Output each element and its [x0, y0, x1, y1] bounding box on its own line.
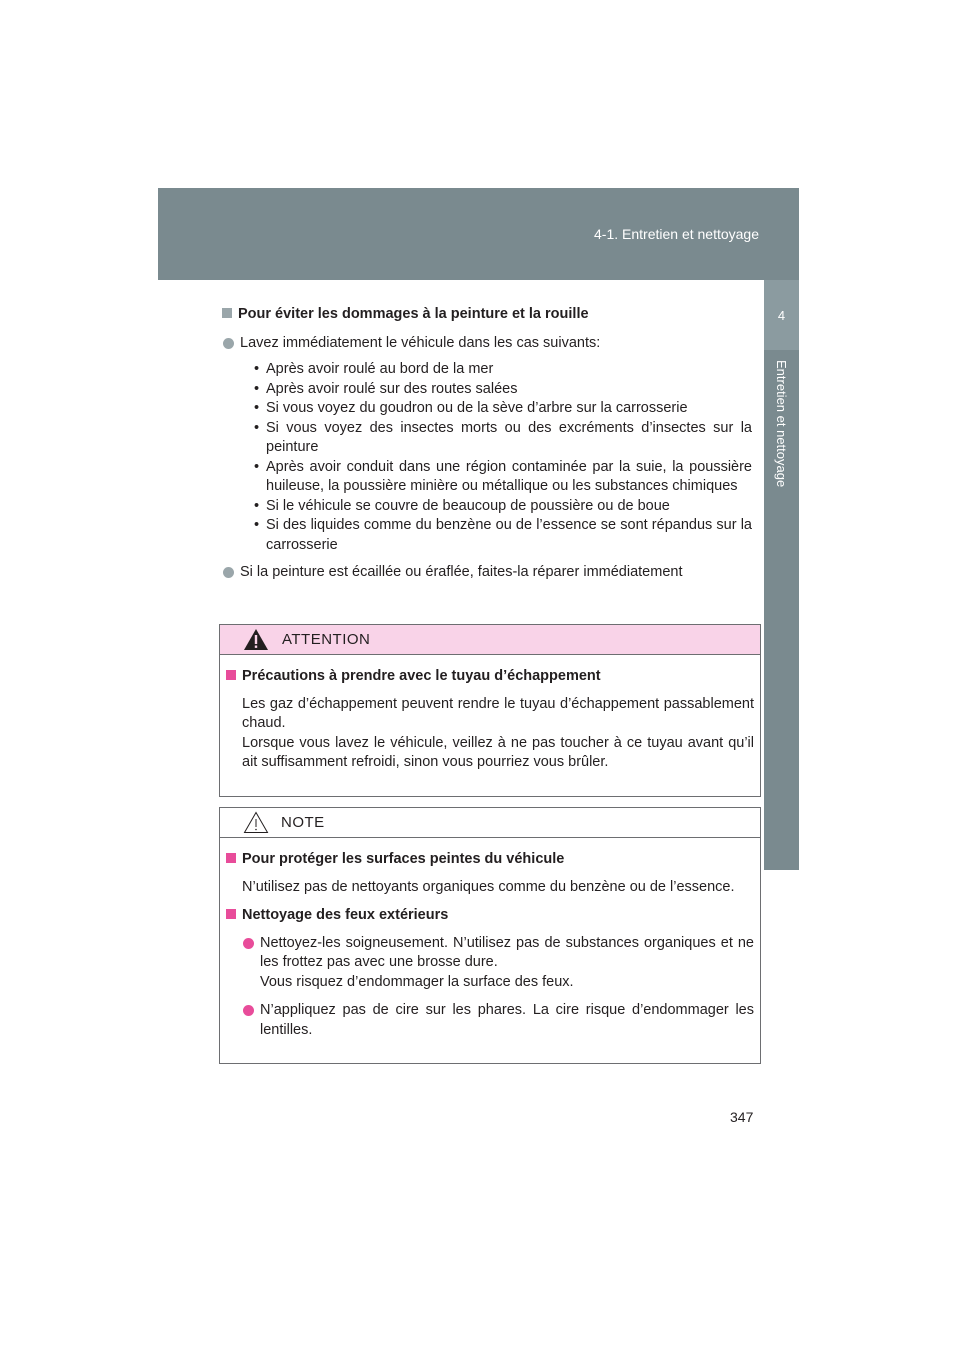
note-title: NOTE	[281, 814, 325, 831]
list-item: Si la peinture est écaillée ou éraflée, faites-la réparer immédiatement	[222, 563, 752, 583]
section-header-bar	[158, 188, 799, 280]
list-item: • Si vous voyez des insectes morts ou des excréments d’insectes sur la peinture	[254, 419, 752, 455]
list-item: N’appliquez pas de cire sur les phares. La cire risque d’endommager les lentilles.	[242, 1001, 754, 1040]
note-heading: Pour protéger les surfaces peintes du véhicule	[226, 850, 754, 870]
caution-triangle-icon	[243, 811, 269, 834]
note-box	[219, 807, 761, 1064]
list-item: • Si des liquides comme du benzène ou de l’essence se sont répandus sur la carrosserie	[254, 517, 752, 553]
note-paragraph: N’utilisez pas de nettoyants organiques comme du benzène ou de l’essence.	[242, 878, 735, 895]
section-heading: Pour éviter les dommages à la peinture et la rouille	[222, 305, 752, 325]
list-item: • Si vous voyez du goudron ou de la sève d’arbre sur la carrosserie	[254, 400, 688, 416]
note-body	[220, 838, 760, 1063]
chapter-side-tab	[764, 280, 799, 870]
attention-box	[219, 624, 761, 797]
attention-body	[220, 655, 760, 796]
chapter-number-box	[764, 280, 799, 350]
attention-paragraph: Les gaz d’échappement peuvent rendre le tuyau d’échappement passablement chaud. Lorsque vous lavez le véhicule, veillez à ne pas toucher à ce tuyau avant qu’il ait suffisamment refroidi, sinon vous pourriez vous brûler.	[242, 695, 754, 770]
circle-bullet-icon	[243, 938, 254, 949]
list-item: • Après avoir roulé sur des routes salées	[254, 380, 518, 397]
list-item: • Si le véhicule se couvre de beaucoup de poussière ou de boue	[254, 497, 670, 514]
chapter-label: Entretien et nettoyage	[774, 360, 789, 488]
main-content	[222, 305, 752, 590]
square-bullet-icon	[222, 308, 232, 318]
case-list	[222, 360, 752, 555]
list-item: Lavez immédiatement le véhicule dans les cas suivants:	[222, 334, 752, 354]
square-bullet-icon	[226, 909, 236, 919]
circle-bullet-icon	[243, 1005, 254, 1016]
attention-title: ATTENTION	[282, 631, 371, 648]
circle-bullet-icon	[223, 567, 234, 578]
attention-header	[220, 625, 760, 655]
note-heading: Nettoyage des feux extérieurs	[226, 906, 754, 926]
section-title: 4-1. Entretien et nettoyage	[594, 226, 759, 242]
attention-heading: Précautions à prendre avec le tuyau d’échappement	[226, 667, 754, 687]
warning-triangle-icon	[243, 628, 269, 651]
list-item: • Après avoir roulé au bord de la mer	[254, 361, 494, 377]
chapter-number: 4	[777, 308, 786, 323]
square-bullet-icon	[226, 853, 236, 863]
page-number: 347	[730, 1109, 754, 1125]
list-item: Nettoyez-les soigneusement. N’utilisez pas de substances organiques et ne les frottez pas avec une brosse dure. Vous risquez d’endommager la surface des feux.	[242, 934, 754, 993]
square-bullet-icon	[226, 670, 236, 680]
list-item: • Après avoir conduit dans une région contaminée par la suie, la poussière huileuse, la poussière minière ou métallique ou les substances chimiques	[254, 458, 752, 494]
note-header	[220, 808, 760, 838]
circle-bullet-icon	[223, 338, 234, 349]
